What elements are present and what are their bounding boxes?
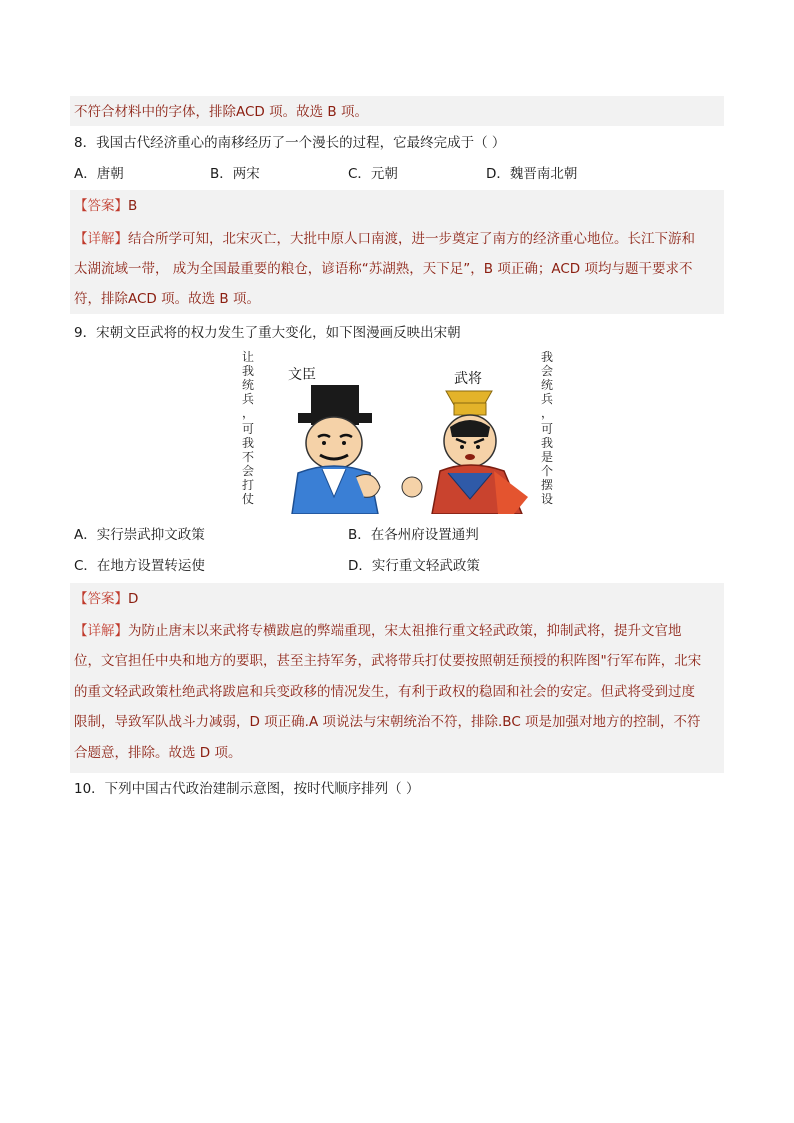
q9-explain-line-3: 的重文轻武政策杜绝武将跋扈和兵变政移的情况发生，有利于政权的稳固和社会的安定。但武将受到过度 [74, 684, 695, 700]
q10-stem: 10．下列中国古代政治建制示意图，按时代顺序排列（ ） [74, 781, 420, 797]
q9-explain-text-1: 为防止唐末以来武将专横跋扈的弊端重现，宋太祖推行重文轻武政策，抑制武将，提升文官地 [128, 623, 682, 639]
right-speech-char: 我 [541, 350, 554, 364]
q8-explain-line-2: 太湖流域一带， 成为全国最重要的粮仓，谚语称“苏湖熟，天下足”，B 项正确；ACD 项均与题干要求不 [74, 261, 693, 277]
right-speech-char: 设 [541, 492, 554, 506]
q8-explain-line-1 [74, 229, 695, 249]
q9-explain-line-1 [74, 621, 682, 641]
q8-option-d: D．魏晋南北朝 [486, 166, 578, 182]
q8-stem: 8．我国古代经济重心的南移经历了一个漫长的过程，它最终完成于（ ） [74, 135, 506, 151]
q9-answer [74, 589, 138, 609]
q9-option-d: D．实行重文轻武政策 [348, 558, 480, 574]
left-title: 文臣 [288, 367, 316, 383]
q9-explain-line-4: 限制，导致军队战斗力减弱，D 项正确.A 项说法与宋朝统治不符，排除.BC 项是加强对地方的控制，不符 [74, 714, 701, 730]
q9-explain-line-5: 合题意，排除。故选 D 项。 [74, 745, 242, 761]
left-speech-char: 我 [242, 436, 255, 450]
left-speech-char: 兵 [242, 392, 255, 406]
q9-option-b: B．在各州府设置通判 [348, 527, 479, 543]
right-speech-char: ， [541, 406, 554, 420]
q8-option-a: A．唐朝 [74, 166, 124, 182]
q9-explain-tag: 【详解】 [74, 623, 128, 639]
q8-answer-value: B [128, 198, 138, 214]
left-speech [242, 349, 254, 506]
q8-option-b: B．两宋 [210, 166, 260, 182]
q9-explain-line-2: 位，文官担任中央和地方的要职，甚至主持军务，武将带兵打仗要按照朝廷预授的积阵图"行军布阵，北宋 [74, 653, 702, 669]
right-speech-char: 可 [541, 422, 554, 436]
q7-explain-tail: 不符合材料中的字体，排除ACD 项。故选 B 项。 [74, 104, 368, 120]
left-speech-char: 仗 [242, 492, 255, 506]
right-speech-char: 个 [541, 464, 554, 478]
right-speech [541, 349, 553, 506]
q9-option-a: A．实行崇武抑文政策 [74, 527, 205, 543]
right-speech-char: 是 [541, 450, 554, 464]
left-speech-char: 可 [242, 422, 255, 436]
right-speech-char: 摆 [541, 478, 554, 492]
q8-option-c: C．元朝 [348, 166, 398, 182]
right-title: 武将 [454, 371, 482, 387]
q8-answer-tag: 【答案】 [74, 198, 128, 214]
q8-explain-line-3: 符，排除ACD 项。故选 B 项。 [74, 291, 260, 307]
left-speech-char: 统 [242, 378, 255, 392]
right-speech-char: 统 [541, 378, 554, 392]
q9-answer-value: D [128, 591, 139, 607]
q9-option-c: C．在地方设置转运使 [74, 558, 205, 574]
left-speech-char: 我 [242, 364, 255, 378]
right-speech-char: 我 [541, 436, 554, 450]
left-speech-char: ， [242, 406, 255, 420]
q8-explain-text-1: 结合所学可知，北宋灭亡，大批中原人口南渡，进一步奠定了南方的经济重心地位。长江下游和 [128, 231, 695, 247]
q9-stem: 9．宋朝文臣武将的权力发生了重大变化，如下图漫画反映出宋朝 [74, 325, 461, 341]
right-speech-char: 兵 [541, 392, 554, 406]
q9-cartoon-image [236, 347, 558, 514]
left-speech-char: 打 [242, 478, 255, 492]
q8-explain-tag: 【详解】 [74, 231, 128, 247]
q8-answer [74, 196, 137, 216]
left-speech-char: 不 [242, 450, 255, 464]
left-speech-char: 会 [242, 464, 255, 478]
right-speech-char: 会 [541, 364, 554, 378]
left-speech-char: 让 [242, 350, 255, 364]
q9-answer-tag: 【答案】 [74, 591, 128, 607]
